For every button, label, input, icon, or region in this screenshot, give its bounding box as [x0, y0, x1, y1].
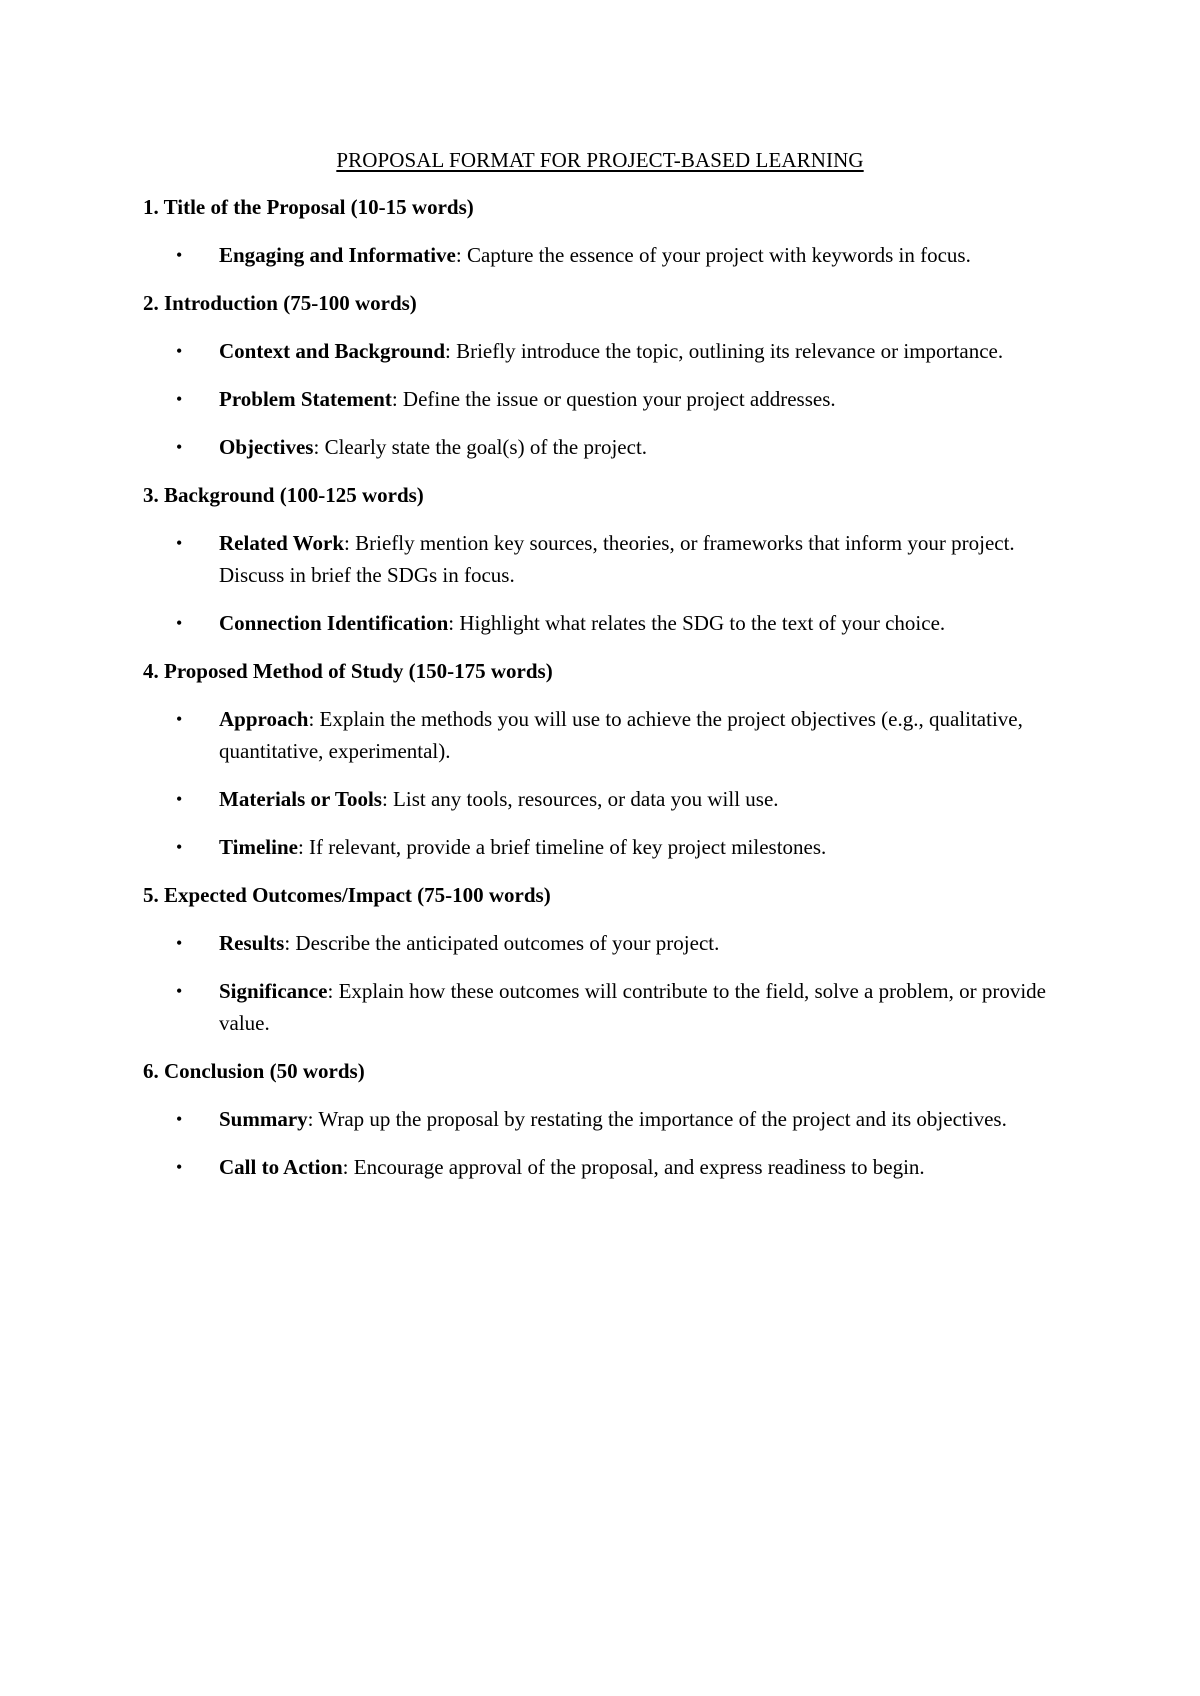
- item-term: Call to Action: [219, 1155, 343, 1179]
- section-heading: 4. Proposed Method of Study (150-175 words): [143, 659, 553, 683]
- item-term: Related Work: [219, 531, 345, 555]
- list-item: [143, 831, 1083, 863]
- list-item: [143, 527, 1083, 591]
- item-term: Connection Identification: [219, 611, 449, 635]
- bullet-icon: •: [176, 437, 183, 457]
- bullet-list: [143, 335, 1083, 463]
- bullet-icon: •: [176, 789, 183, 809]
- item-term: Problem Statement: [219, 387, 392, 411]
- item-term: Timeline: [219, 835, 298, 859]
- bullet-icon: •: [176, 245, 183, 265]
- bullet-icon: •: [176, 709, 183, 729]
- list-item: [143, 1103, 1083, 1135]
- list-item: [143, 783, 1083, 815]
- item-description: : Define the issue or question your project addresses.: [391, 387, 836, 411]
- list-item: [143, 1151, 1083, 1183]
- item-term: Materials or Tools: [219, 787, 382, 811]
- item-term: Engaging and Informative: [219, 243, 456, 267]
- bullet-list: [143, 927, 1083, 1039]
- section-heading: 1. Title of the Proposal (10-15 words): [143, 195, 474, 219]
- bullet-icon: •: [176, 613, 183, 633]
- bullet-list: [143, 703, 1083, 863]
- bullet-list: [143, 239, 1083, 271]
- list-item: [143, 335, 1083, 367]
- item-term: Summary: [219, 1107, 308, 1131]
- section-heading: 6. Conclusion (50 words): [143, 1059, 365, 1083]
- bullet-icon: •: [176, 1157, 183, 1177]
- section-heading: 5. Expected Outcomes/Impact (75-100 words): [143, 883, 551, 907]
- item-term: Context and Background: [219, 339, 445, 363]
- item-description: : Encourage approval of the proposal, and express readiness to begin.: [342, 1155, 925, 1179]
- list-item: [143, 607, 1083, 639]
- item-description: : List any tools, resources, or data you will use.: [381, 787, 779, 811]
- document-title: PROPOSAL FORMAT FOR PROJECT-BASED LEARNING: [336, 148, 864, 172]
- section-heading: 3. Background (100-125 words): [143, 483, 424, 507]
- item-description: : Briefly introduce the topic, outlining its relevance or importance.: [445, 339, 1004, 363]
- item-term: Objectives: [219, 435, 314, 459]
- item-description: : Capture the essence of your project with keywords in focus.: [455, 243, 971, 267]
- document-body: [143, 193, 1083, 1201]
- item-term: Results: [219, 931, 285, 955]
- list-item: [143, 927, 1083, 959]
- item-description: : Explain how these outcomes will contribute to the field, solve a problem, or provide value.: [219, 979, 1047, 1035]
- item-term: Approach: [219, 707, 309, 731]
- item-description: : If relevant, provide a brief timeline of key project milestones.: [297, 835, 827, 859]
- bullet-icon: •: [176, 533, 183, 553]
- bullet-icon: •: [176, 1109, 183, 1129]
- list-item: [143, 431, 1083, 463]
- bullet-icon: •: [176, 389, 183, 409]
- item-description: : Describe the anticipated outcomes of your project.: [284, 931, 720, 955]
- item-description: : Explain the methods you will use to achieve the project objectives (e.g., qualitative, quantitative, experimental).: [219, 707, 1023, 763]
- bullet-icon: •: [176, 933, 183, 953]
- item-term: Significance: [219, 979, 328, 1003]
- item-description: : Clearly state the goal(s) of the project.: [313, 435, 648, 459]
- section-heading: 2. Introduction (75-100 words): [143, 291, 417, 315]
- list-item: [143, 703, 1083, 767]
- list-item: [143, 239, 1083, 271]
- item-description: : Wrap up the proposal by restating the importance of the project and its objectives.: [307, 1107, 1007, 1131]
- list-item: [143, 975, 1083, 1039]
- item-description: : Briefly mention key sources, theories, or frameworks that inform your project. Discuss in brief the SDGs in focus.: [219, 531, 1015, 587]
- bullet-icon: •: [176, 981, 183, 1001]
- list-item: [143, 383, 1083, 415]
- bullet-list: [143, 1103, 1083, 1183]
- bullet-icon: •: [176, 341, 183, 361]
- bullet-icon: •: [176, 837, 183, 857]
- item-description: : Highlight what relates the SDG to the text of your choice.: [448, 611, 946, 635]
- bullet-list: [143, 527, 1083, 639]
